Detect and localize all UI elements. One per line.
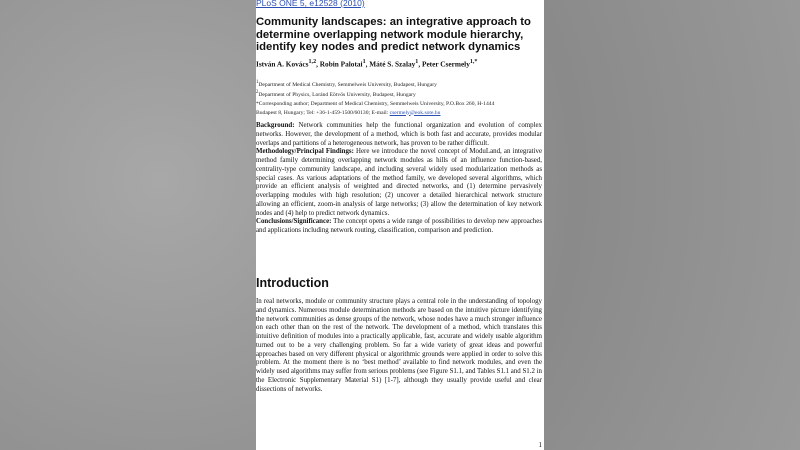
conclusions-text: The concept opens a wide range of possibilities to develop new approaches and applications including network routing, classification, comparison and prediction.: [256, 218, 542, 234]
author-name: Máté S. Szalay: [369, 59, 416, 69]
contact-text: Budapest 8, Hungary; Tel: +36-1-459-1500/60130; E-mail:: [256, 109, 390, 116]
affiliation-text: Department of Physics, Loránd Eötvös University, Budapest, Hungary: [258, 92, 416, 99]
affiliations: [256, 79, 542, 117]
section-heading-introduction: Introduction: [256, 276, 329, 290]
abstract-background: [256, 122, 542, 148]
author-name: Peter Csermely: [421, 59, 470, 69]
abstract-conclusions: [256, 218, 542, 236]
affiliation-text: Department of Medical Chemistry, Semmelweis University, Budapest, Hungary: [258, 81, 437, 88]
abstract: [256, 122, 542, 236]
email-link[interactable]: csermely@eok.sote.hu: [389, 109, 441, 116]
methodology-text: Here we introduce the novel concept of ModuLand, an integrative method family determining overlapping network modules as hills of an influence function-based, centrality-type community landscape, and including several widely used modularization methods as special cases. As various adaptations of the method family, we developed several algorithms, which provide an efficient analysis of weighted and directed networks, and (1) determine pervasively overlapping modules with high resolution; (2) uncover a detailed hierarchical network structure allowing an efficient, zoom-in analysis of large networks; (3) allow the determination of key network nodes and (4) help to predict network dynamics.: [256, 148, 543, 217]
background-label: Background:: [256, 122, 295, 129]
introduction-paragraph: In real networks, module or community structure plays a central role in the understanding of topology and dynamics. Numerous module determination methods are based on the intuitive picture identifying the network communities as dense groups of the network, whose nodes have a much stronger influence on each other than on the rest of the network. The development of a method, which translates this intuitive definition of modules into a practically applicable, fast, accurate and widely usable algorithm turned out to be a very challenging problem. So far a wide variety of great ideas and powerful approaches based on very different physical or algorithmic grounds were applied in order to solve this problem. At the moment there is no ‘best method’ available to find network modules, and even the widely used algorithms may suffer from serious problems (see Figure S1.1, and Tables S1.1 and S1.2 in the Electronic Supplementary Material S1) [1-7], although they usually provide useful and clear dissections of networks.: [256, 298, 542, 393]
author-name: István A. Kovács: [256, 59, 309, 69]
author-list: István A. Kovács$^{1,2}$, Robin Palotai$^1$, Máté S. Szalay$^1$, Peter Csermely$^{1,*}$: [256, 59, 478, 69]
author-affiliation-mark: 1: [362, 59, 366, 65]
affiliation-line: [256, 79, 542, 89]
affiliation-number: 2: [256, 90, 259, 96]
author-affiliation-mark: 1,*: [469, 59, 478, 65]
background-text: Network communities help the functional organization and evolution of complex networks. However, the development of a method, which is both fast and accurate, provides modular overlaps and partitions of a heterogeneous network, has proven to be rather difficult.: [256, 122, 542, 147]
affiliation-line: [256, 89, 542, 99]
conclusions-label: Conclusions/Significance:: [256, 218, 332, 226]
affiliation-number: 1: [256, 80, 259, 85]
author-affiliation-mark: 1: [415, 59, 419, 65]
corresponding-author-line: *Corresponding author; Department of Medical Chemistry, Semmelweis University, P.O.Box 260, H-1444: [256, 100, 495, 107]
abstract-methodology: [256, 148, 542, 218]
paper-title: Community landscapes: an integrative approach to determine overlapping network module hierarchy, identify key nodes and predict network dynamics: [256, 16, 531, 54]
author-affiliation-mark: 1,2: [308, 59, 317, 65]
corresponding-contact-line: [256, 109, 542, 118]
methodology-label: Methodology/Principal Findings:: [256, 148, 354, 156]
document-page: [256, 0, 544, 450]
journal-reference-link[interactable]: PLoS ONE 5, e12528 (2010): [256, 0, 365, 8]
page-number: 1: [538, 441, 542, 449]
author-name: Robin Palotai: [319, 59, 363, 69]
